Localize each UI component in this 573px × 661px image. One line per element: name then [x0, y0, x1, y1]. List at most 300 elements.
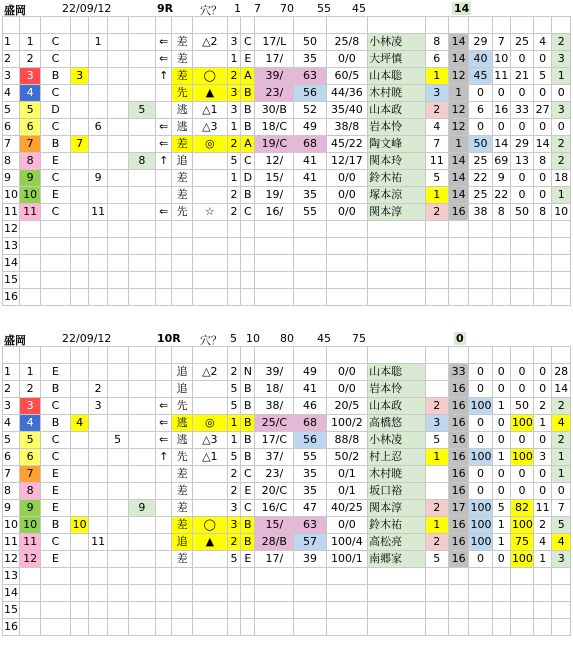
table-cell: 0	[492, 364, 510, 381]
table-cell: B	[41, 415, 71, 432]
table-cell: 2	[227, 187, 241, 204]
table-cell: B	[241, 381, 255, 398]
table-cell	[89, 136, 107, 153]
table-cell: 10	[3, 187, 20, 204]
table-cell	[41, 568, 71, 585]
table-cell: B	[241, 415, 255, 432]
table-cell: 35	[294, 187, 326, 204]
table-cell: 山本聡	[368, 364, 426, 381]
table-cell: 木村暁	[368, 85, 426, 102]
table-cell	[20, 619, 41, 636]
column-header	[510, 17, 533, 34]
table-cell: 5	[107, 432, 128, 449]
table-cell	[70, 238, 88, 255]
table-cell: 16	[3, 289, 20, 306]
table-cell: 5	[3, 102, 20, 119]
table-cell	[255, 568, 294, 585]
table-cell: 7	[492, 34, 510, 51]
table-cell: 先	[172, 85, 193, 102]
table-cell	[492, 619, 510, 636]
table-row	[3, 51, 571, 68]
table-cell	[107, 517, 128, 534]
table-cell: 差	[172, 517, 193, 534]
table-cell	[469, 585, 492, 602]
table-cell	[510, 221, 533, 238]
table-row	[3, 551, 571, 568]
table-cell	[41, 619, 71, 636]
table-cell: 3	[227, 500, 241, 517]
table-cell: 0	[533, 170, 551, 187]
table-cell	[326, 272, 367, 289]
table-row	[3, 204, 571, 221]
table-cell: 55	[294, 449, 326, 466]
table-cell	[107, 68, 128, 85]
table-cell: 16	[448, 432, 469, 449]
table-cell: 1	[227, 119, 241, 136]
table-cell	[425, 585, 448, 602]
table-cell: 100	[510, 415, 533, 432]
table-cell	[368, 619, 426, 636]
table-cell: 22	[469, 170, 492, 187]
table-cell: 14	[492, 136, 510, 153]
table-cell: 5	[128, 102, 156, 119]
table-cell: 12	[20, 551, 41, 568]
table-cell	[41, 272, 71, 289]
table-cell: 40	[469, 51, 492, 68]
table-cell	[172, 289, 193, 306]
table-cell	[510, 255, 533, 272]
table-cell	[128, 289, 156, 306]
table-cell: 坂口裕	[368, 483, 426, 500]
table-cell: 28/B	[255, 534, 294, 551]
table-cell: 3	[20, 68, 41, 85]
table-cell	[89, 619, 107, 636]
table-cell	[448, 221, 469, 238]
table-cell: B	[241, 119, 255, 136]
table-cell: 3	[70, 68, 88, 85]
table-cell	[107, 500, 128, 517]
table-cell: 69	[492, 153, 510, 170]
table-cell: 21	[510, 68, 533, 85]
table-cell	[128, 221, 156, 238]
table-cell	[156, 289, 172, 306]
table-cell: 57	[294, 534, 326, 551]
table-cell	[448, 289, 469, 306]
column-header	[492, 17, 510, 34]
table-cell: 20/C	[255, 483, 294, 500]
table-cell: 10	[20, 517, 41, 534]
table-cell: E	[41, 466, 71, 483]
table-cell: 5	[425, 551, 448, 568]
table-cell: 39/	[255, 364, 294, 381]
column-header	[128, 17, 156, 34]
table-cell: 11	[3, 534, 20, 551]
race-header	[2, 330, 571, 346]
table-cell	[193, 381, 228, 398]
table-cell: 0	[492, 551, 510, 568]
table-cell: 0	[533, 381, 551, 398]
table-cell: 1	[425, 68, 448, 85]
table-cell: 5	[425, 170, 448, 187]
table-cell: 追	[172, 381, 193, 398]
table-cell	[107, 51, 128, 68]
table-cell: 9	[128, 500, 156, 517]
table-cell	[492, 289, 510, 306]
table-cell: 5	[492, 500, 510, 517]
table-cell: 0	[552, 483, 571, 500]
table-cell	[70, 187, 88, 204]
table-cell	[89, 585, 107, 602]
table-cell	[89, 289, 107, 306]
table-cell	[241, 221, 255, 238]
table-row	[3, 364, 571, 381]
table-cell: ⇐	[156, 204, 172, 221]
table-cell: 4	[552, 534, 571, 551]
table-cell	[510, 602, 533, 619]
table-cell: 3	[425, 415, 448, 432]
table-cell	[107, 187, 128, 204]
table-cell: 5	[533, 68, 551, 85]
table-cell: 差	[172, 136, 193, 153]
table-cell: 山本政	[368, 398, 426, 415]
table-cell	[107, 483, 128, 500]
table-row	[3, 238, 571, 255]
table-cell: 0/0	[326, 204, 367, 221]
table-cell: 16	[448, 449, 469, 466]
column-header	[172, 347, 193, 364]
table-cell	[510, 568, 533, 585]
table-cell	[89, 551, 107, 568]
table-cell	[20, 602, 41, 619]
table-cell: ▲	[193, 534, 228, 551]
race-block-10r	[2, 330, 571, 636]
table-cell	[89, 272, 107, 289]
column-header	[552, 17, 571, 34]
table-cell	[156, 602, 172, 619]
column-header	[469, 17, 492, 34]
table-cell	[20, 585, 41, 602]
table-cell: 12	[448, 119, 469, 136]
table-cell: 1	[20, 34, 41, 51]
table-cell	[241, 289, 255, 306]
table-cell: 50	[510, 204, 533, 221]
table-cell: 100/2	[326, 415, 367, 432]
table-row	[3, 517, 571, 534]
column-header	[3, 17, 20, 34]
table-cell: 3	[552, 51, 571, 68]
table-cell	[193, 153, 228, 170]
table-cell: 14	[3, 585, 20, 602]
table-cell	[492, 238, 510, 255]
table-cell: 逃	[172, 415, 193, 432]
table-cell: 45/22	[326, 136, 367, 153]
table-row	[3, 432, 571, 449]
column-header	[20, 347, 41, 364]
table-cell	[255, 221, 294, 238]
table-cell: 0	[492, 466, 510, 483]
table-cell	[425, 381, 448, 398]
table-cell: B	[41, 68, 71, 85]
table-cell: 2	[227, 534, 241, 551]
table-cell: 17/	[255, 551, 294, 568]
table-cell	[448, 255, 469, 272]
table-cell: B	[241, 398, 255, 415]
table-cell	[107, 534, 128, 551]
table-cell: 3	[227, 34, 241, 51]
table-cell	[70, 568, 88, 585]
table-cell	[107, 619, 128, 636]
table-cell: B	[241, 534, 255, 551]
table-cell: 18	[552, 170, 571, 187]
table-cell: 0/0	[326, 51, 367, 68]
table-cell	[193, 255, 228, 272]
table-cell: 16	[3, 619, 20, 636]
table-cell: B	[241, 449, 255, 466]
table-cell: C	[241, 204, 255, 221]
table-cell: 37/	[255, 449, 294, 466]
table-cell	[128, 68, 156, 85]
header-row	[3, 17, 571, 34]
column-header	[448, 17, 469, 34]
table-cell	[156, 619, 172, 636]
table-cell	[70, 51, 88, 68]
table-cell: E	[41, 500, 71, 517]
table-cell	[70, 289, 88, 306]
table-cell	[510, 238, 533, 255]
table-cell: C	[41, 449, 71, 466]
table-cell: 2	[425, 204, 448, 221]
table-cell: 14	[448, 51, 469, 68]
table-cell: 11	[89, 204, 107, 221]
table-cell: 4	[3, 85, 20, 102]
table-cell	[89, 153, 107, 170]
table-cell	[70, 619, 88, 636]
table-cell: D	[41, 102, 71, 119]
table-cell	[193, 170, 228, 187]
entry-table	[2, 346, 571, 636]
table-cell	[425, 602, 448, 619]
table-cell	[107, 34, 128, 51]
table-cell: 16	[448, 415, 469, 432]
table-cell: 2	[552, 153, 571, 170]
table-cell	[193, 619, 228, 636]
table-cell: 23/	[255, 466, 294, 483]
column-header	[448, 347, 469, 364]
table-cell: 50/2	[326, 449, 367, 466]
column-header	[20, 17, 41, 34]
table-cell	[469, 255, 492, 272]
table-cell	[70, 534, 88, 551]
table-row	[3, 568, 571, 585]
table-cell: C	[41, 432, 71, 449]
table-cell: 小林凌	[368, 34, 426, 51]
table-cell	[172, 568, 193, 585]
table-row	[3, 466, 571, 483]
table-cell: 8	[533, 153, 551, 170]
table-cell: 4	[70, 415, 88, 432]
column-header	[425, 17, 448, 34]
table-cell	[326, 619, 367, 636]
table-cell	[326, 255, 367, 272]
table-cell	[510, 619, 533, 636]
table-cell: △2	[193, 34, 228, 51]
table-cell: 0	[469, 364, 492, 381]
table-cell: ↑	[156, 449, 172, 466]
table-cell: 33	[448, 364, 469, 381]
table-cell: 14	[552, 381, 571, 398]
table-cell: 30/B	[255, 102, 294, 119]
table-cell	[128, 568, 156, 585]
table-row	[3, 585, 571, 602]
column-header	[294, 17, 326, 34]
table-cell: 0	[533, 432, 551, 449]
table-cell	[552, 568, 571, 585]
table-cell	[107, 602, 128, 619]
table-cell	[89, 500, 107, 517]
table-cell	[227, 221, 241, 238]
table-cell: 50	[294, 34, 326, 51]
table-cell: 2	[533, 517, 551, 534]
table-cell: 追	[172, 534, 193, 551]
table-row	[3, 119, 571, 136]
table-cell	[227, 602, 241, 619]
table-cell: 100	[469, 534, 492, 551]
table-cell	[326, 289, 367, 306]
table-cell	[469, 238, 492, 255]
table-row	[3, 500, 571, 517]
table-cell	[326, 585, 367, 602]
table-cell: 17/	[255, 51, 294, 68]
ana-n4: 55	[317, 2, 331, 15]
table-cell: 山本政	[368, 102, 426, 119]
table-cell	[425, 568, 448, 585]
table-cell: 16	[448, 398, 469, 415]
table-cell	[368, 602, 426, 619]
table-cell	[193, 585, 228, 602]
table-cell	[425, 238, 448, 255]
table-cell	[227, 255, 241, 272]
table-cell	[107, 238, 128, 255]
table-cell	[107, 364, 128, 381]
table-cell	[469, 568, 492, 585]
table-cell: 40/25	[326, 500, 367, 517]
table-cell: 8	[425, 34, 448, 51]
table-cell	[368, 585, 426, 602]
table-cell	[469, 602, 492, 619]
table-cell: 差	[172, 483, 193, 500]
table-cell	[156, 500, 172, 517]
table-cell: 3	[533, 449, 551, 466]
table-cell	[70, 153, 88, 170]
table-cell	[294, 255, 326, 272]
table-cell: 関本淳	[368, 204, 426, 221]
table-cell	[89, 602, 107, 619]
table-cell	[128, 602, 156, 619]
table-cell	[172, 585, 193, 602]
table-cell: 10	[3, 517, 20, 534]
table-cell: 63	[294, 68, 326, 85]
table-cell	[70, 204, 88, 221]
table-cell	[193, 238, 228, 255]
table-cell: 5	[3, 432, 20, 449]
table-cell	[172, 272, 193, 289]
table-cell	[172, 255, 193, 272]
table-cell: 1	[492, 534, 510, 551]
table-cell: 75	[510, 534, 533, 551]
table-cell	[70, 432, 88, 449]
table-cell	[128, 34, 156, 51]
table-cell	[255, 585, 294, 602]
table-cell	[128, 238, 156, 255]
table-cell	[533, 619, 551, 636]
column-header	[533, 347, 551, 364]
table-cell	[70, 255, 88, 272]
table-cell: 55	[294, 204, 326, 221]
table-cell: 0	[533, 364, 551, 381]
table-cell: 2	[89, 381, 107, 398]
table-cell: 17/C	[255, 432, 294, 449]
column-header	[294, 347, 326, 364]
table-cell: 0/1	[326, 466, 367, 483]
table-cell	[294, 568, 326, 585]
table-cell: 38/8	[326, 119, 367, 136]
race-header	[2, 0, 571, 16]
table-cell: 17/L	[255, 34, 294, 51]
table-cell: △3	[193, 119, 228, 136]
table-cell: E	[41, 153, 71, 170]
table-cell: C	[41, 534, 71, 551]
table-cell	[107, 255, 128, 272]
table-cell: C	[241, 500, 255, 517]
table-cell: 1	[533, 551, 551, 568]
table-cell: 49	[294, 119, 326, 136]
table-cell: 17	[448, 500, 469, 517]
table-cell	[107, 153, 128, 170]
table-cell: △1	[193, 102, 228, 119]
table-cell: 29	[469, 34, 492, 51]
table-cell: 0	[533, 51, 551, 68]
table-cell: 追	[172, 364, 193, 381]
table-cell: 88/8	[326, 432, 367, 449]
table-cell: 9	[20, 500, 41, 517]
table-cell	[227, 289, 241, 306]
column-header	[41, 17, 71, 34]
table-cell	[368, 272, 426, 289]
table-cell: 0	[469, 466, 492, 483]
table-cell: 1	[3, 34, 20, 51]
table-cell: 7	[3, 136, 20, 153]
table-cell: 1	[20, 364, 41, 381]
ana-n2: 10	[246, 332, 260, 345]
column-header	[227, 347, 241, 364]
table-cell: 11	[492, 68, 510, 85]
table-cell: 25	[469, 187, 492, 204]
table-row	[3, 289, 571, 306]
ana-label: 穴？	[200, 334, 222, 347]
column-header	[3, 347, 20, 364]
table-cell: 41	[294, 153, 326, 170]
table-cell: 2	[227, 364, 241, 381]
table-cell: 16	[448, 204, 469, 221]
table-cell: 6	[469, 102, 492, 119]
table-cell: 10	[20, 187, 41, 204]
table-cell: 0	[510, 381, 533, 398]
table-cell	[156, 551, 172, 568]
table-row	[3, 483, 571, 500]
table-cell: 差	[172, 170, 193, 187]
table-cell: 先	[172, 398, 193, 415]
table-cell: 1	[552, 68, 571, 85]
